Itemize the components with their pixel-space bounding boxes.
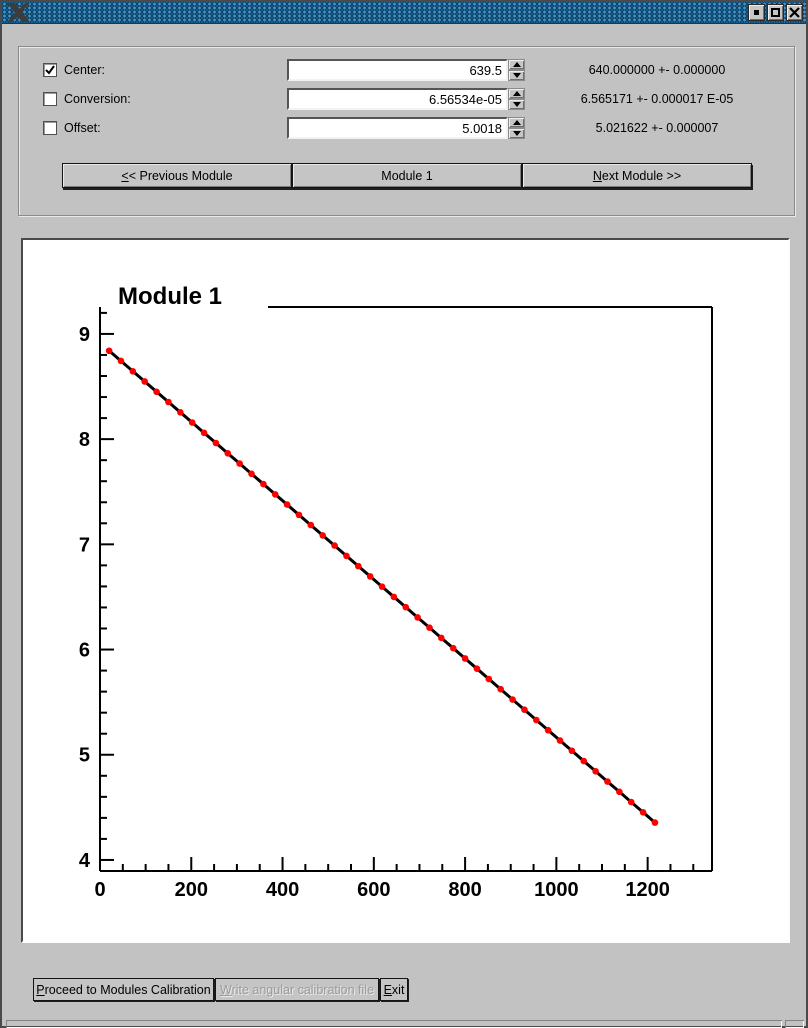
button-label: Next Module >> [592, 168, 682, 183]
conversion-label: Conversion: [64, 92, 131, 106]
center-label: Center: [64, 63, 105, 77]
arrow-down-icon [513, 73, 521, 78]
arrow-down-icon [513, 102, 521, 107]
svg-text:0: 0 [94, 879, 106, 901]
x11-logo-icon [5, 2, 33, 23]
offset-spinner [508, 117, 525, 139]
center-input[interactable] [287, 59, 508, 81]
proceed-to-modules-calibration-button[interactable] [33, 978, 214, 1001]
size-grip[interactable] [785, 1020, 804, 1028]
svg-text:200: 200 [174, 879, 208, 901]
conversion-input[interactable] [287, 88, 508, 110]
write-angular-calibration-file-button[interactable] [215, 978, 379, 1001]
maximize-button[interactable] [767, 4, 784, 21]
spin-down-button[interactable] [508, 99, 525, 110]
maximize-icon [771, 8, 780, 17]
svg-text:800: 800 [448, 879, 482, 901]
button-label: Write angular calibration file [219, 982, 375, 997]
previous-module-button[interactable] [62, 163, 292, 188]
button-label: << Previous Module [121, 168, 233, 183]
svg-text:1000: 1000 [534, 879, 579, 901]
calibration-chart-svg [23, 240, 788, 941]
conversion-checkbox[interactable] [43, 92, 57, 106]
svg-text:9: 9 [78, 323, 90, 346]
module-navigation [62, 163, 752, 188]
titlebar[interactable] [2, 2, 806, 24]
svg-text:5: 5 [78, 744, 90, 767]
button-label: Module 1 [381, 168, 433, 183]
spin-down-button[interactable] [508, 70, 525, 81]
window-controls [748, 4, 803, 21]
close-icon [789, 7, 800, 18]
center-fit-result: 640.000000 +- 0.000000 [588, 63, 726, 77]
svg-text:8: 8 [78, 429, 90, 452]
arrow-up-icon [513, 91, 521, 96]
close-button[interactable] [786, 4, 803, 21]
spin-down-button[interactable] [508, 128, 525, 139]
svg-text:6: 6 [78, 639, 90, 662]
conversion-spinner [508, 88, 525, 110]
svg-text:4: 4 [78, 849, 90, 872]
svg-text:7: 7 [78, 534, 90, 557]
button-label: Exit [383, 982, 405, 997]
spin-up-button[interactable] [508, 117, 525, 128]
spin-up-button[interactable] [508, 59, 525, 70]
current-module-button[interactable] [292, 163, 522, 188]
status-bar [6, 1020, 782, 1028]
offset-label: Offset: [64, 121, 101, 135]
svg-text:600: 600 [357, 879, 391, 901]
minimize-button[interactable] [748, 4, 765, 21]
next-module-button[interactable] [522, 163, 752, 188]
arrow-up-icon [513, 62, 521, 67]
spin-up-button[interactable] [508, 88, 525, 99]
center-checkbox[interactable] [43, 63, 57, 77]
exit-button[interactable] [380, 978, 408, 1001]
arrow-up-icon [513, 120, 521, 125]
svg-text:400: 400 [265, 879, 300, 901]
arrow-down-icon [513, 131, 521, 136]
svg-text:Module 1: Module 1 [118, 283, 223, 310]
offset-fit-result: 5.021622 +- 0.000007 [595, 121, 719, 135]
button-label: Proceed to Modules Calibration [36, 982, 211, 997]
offset-checkbox[interactable] [43, 121, 57, 135]
plot-panel [21, 238, 790, 943]
center-spinner [508, 59, 525, 81]
conversion-fit-result: 6.565171 +- 0.000017 E-05 [580, 92, 734, 106]
svg-text:1200: 1200 [625, 879, 670, 901]
minimize-icon [754, 10, 759, 15]
offset-input[interactable] [287, 117, 508, 139]
